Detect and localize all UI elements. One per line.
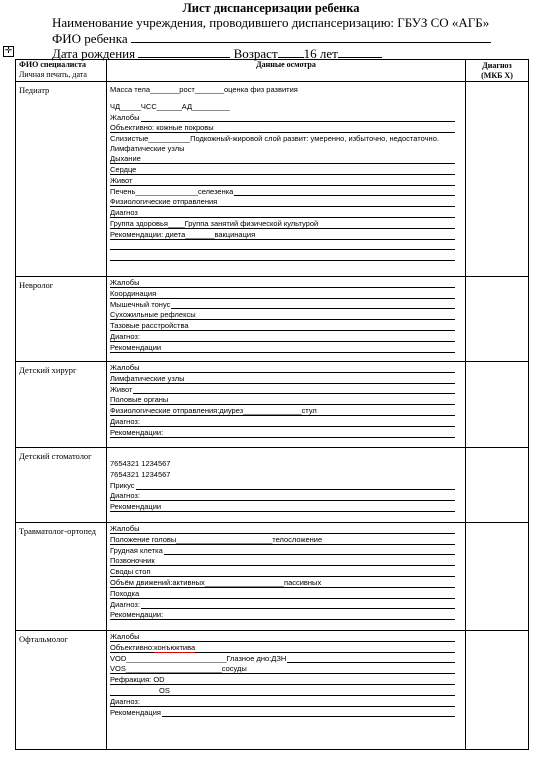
surgeon-line: Половые органы: [110, 395, 169, 405]
nevrolog-diagnosis-cell[interactable]: [466, 277, 529, 362]
header-specialist: [16, 60, 107, 82]
pediatr-line: Группа здоровья____Группа занятий физической культурой: [110, 218, 319, 228]
table-row: [16, 82, 529, 277]
institution-line: Наименование учреждения, проводившего диспансеризацию: ГБУЗ СО «АГБ»: [52, 15, 490, 30]
ophth-line: Рефракция: OD: [110, 675, 165, 685]
surgeon-line: Живот: [110, 384, 133, 394]
header-diagnosis: [466, 60, 529, 82]
examination-table: [15, 59, 529, 750]
child-name-field[interactable]: [131, 30, 491, 43]
table-header-row: [16, 60, 529, 82]
ortho-line: Положение головы_______________________телосложение: [110, 534, 323, 544]
surgeon-line: Физиологические отправления:диурез______________стул: [110, 406, 317, 416]
ortho-line: Походка: [110, 588, 140, 598]
age-label: Возраст: [233, 46, 278, 61]
specialist-ortho: Травматолог-ортопед: [16, 523, 107, 631]
birth-date-field[interactable]: [138, 45, 230, 58]
ophth-line: Диагноз:: [110, 696, 140, 706]
dentist-line: Рекомендации: [110, 502, 162, 512]
pediatr-line: Объективно: кожные покровы: [110, 123, 214, 133]
surgeon-line: Лимфатические узлы: [110, 373, 185, 383]
pediatr-line: Печень_______________селезенка: [110, 186, 234, 196]
header-diagnosis-title: Диагноз: [482, 61, 512, 70]
specialist-dentist: Детский стоматолог: [16, 448, 107, 523]
specialist-surgeon: Детский хирург: [16, 362, 107, 448]
surgeon-line: Рекомендации:: [110, 427, 164, 437]
header-exam-data: Данные осмотра: [107, 60, 466, 82]
nevrolog-line: Тазовые расстройства: [110, 321, 189, 331]
dentist-teeth-lower: 7654321 1234567: [110, 469, 171, 479]
age-field[interactable]: [338, 45, 382, 58]
nevrolog-line: Жалобы: [110, 278, 140, 287]
dentist-teeth-upper: 7654321 1234567: [110, 459, 171, 468]
header-specialist-sub: Личная печать, дата: [19, 70, 87, 79]
specialist-pediatr: Педиатр: [16, 82, 107, 277]
ophth-line: VOD________________________Глазное дно:ДЗН: [110, 653, 287, 663]
pediatr-line: Физиологические отправления: [110, 197, 218, 207]
nevrolog-line: Мышечный тонус: [110, 299, 171, 309]
surgeon-line: Диагноз:: [110, 416, 140, 426]
dentist-line: Прикус: [110, 480, 135, 490]
table-row: [16, 277, 529, 362]
ophth-line: Рекомендация: [110, 707, 161, 717]
pediatr-line: Дыхание: [110, 154, 141, 164]
surgeon-line: Жалобы: [110, 363, 140, 372]
age-blank: [278, 45, 304, 58]
dentist-exam-cell[interactable]: [107, 448, 466, 523]
table-row: [16, 631, 529, 750]
specialist-nevrolog: Невролог: [16, 277, 107, 362]
table-move-handle-icon[interactable]: ✛: [4, 46, 13, 56]
ortho-line: Жалобы: [110, 524, 140, 533]
nevrolog-line: Сухожильные рефлексы: [110, 310, 196, 320]
surgeon-diagnosis-cell[interactable]: [466, 362, 529, 448]
ortho-diagnosis-cell[interactable]: [466, 523, 529, 631]
nevrolog-line: Координация: [110, 288, 157, 298]
pediatr-line: Масса тела_______рост_______оценка физ развития: [110, 85, 298, 94]
dentist-diagnosis-cell[interactable]: [466, 448, 529, 523]
header-diagnosis-code: (МКБ X): [481, 71, 513, 80]
ophth-exam-cell[interactable]: [107, 631, 466, 750]
nevrolog-line: Диагноз:: [110, 331, 140, 341]
table-row: [16, 362, 529, 448]
table-row: [16, 448, 529, 523]
ortho-line: Диагноз:: [110, 599, 140, 609]
ortho-line: Своды стоп: [110, 567, 151, 577]
ortho-exam-cell[interactable]: [107, 523, 466, 631]
nevrolog-line: Рекомендации: [110, 342, 162, 352]
pediatr-exam-cell[interactable]: [107, 82, 466, 277]
specialist-ophth: Офтальмолог: [16, 631, 107, 750]
ophth-spellcheck-word: конъюктива: [154, 642, 196, 652]
ophth-line: Объективно:: [110, 642, 155, 652]
birth-date-label: Дата рождения: [52, 46, 136, 61]
pediatr-line: Диагноз: [110, 208, 138, 218]
pediatr-line: Живот: [110, 175, 133, 185]
nevrolog-exam-cell[interactable]: [107, 277, 466, 362]
pediatr-line: Рекомендации: диета_______вакцинация: [110, 229, 256, 239]
ophth-line: VOS_______________________сосуды: [110, 664, 247, 674]
ortho-line: Позвоночник: [110, 556, 155, 566]
ortho-line: Объём движений:активных___________________пассивных: [110, 577, 322, 587]
pediatr-line: Слизистые__________Подкожный-жировой слой развит: умеренно, избыточно, недостаточно. Лимфатические узлы: [110, 134, 439, 154]
ophth-diagnosis-cell[interactable]: [466, 631, 529, 750]
table-row: [16, 523, 529, 631]
pediatr-diagnosis-cell[interactable]: [466, 82, 529, 277]
dentist-line: Диагноз:: [110, 491, 140, 501]
pediatr-line: Сердце: [110, 164, 137, 174]
child-name-label: ФИО ребенка: [52, 31, 128, 46]
ortho-line: Рекомендации:: [110, 610, 164, 620]
ortho-line: Грудная клетка: [110, 545, 163, 555]
pediatr-line: ЧД_____ЧСС______АД_________: [110, 101, 230, 111]
ophth-line: Жалобы: [110, 632, 140, 641]
ophth-line: OS: [159, 685, 170, 695]
document-title: Лист диспансеризации ребенка: [182, 1, 360, 15]
header-specialist-title: ФИО специалиста: [19, 60, 86, 69]
surgeon-exam-cell[interactable]: [107, 362, 466, 448]
pediatr-line: Жалобы: [110, 112, 140, 122]
age-value: 16 лет: [303, 46, 338, 61]
